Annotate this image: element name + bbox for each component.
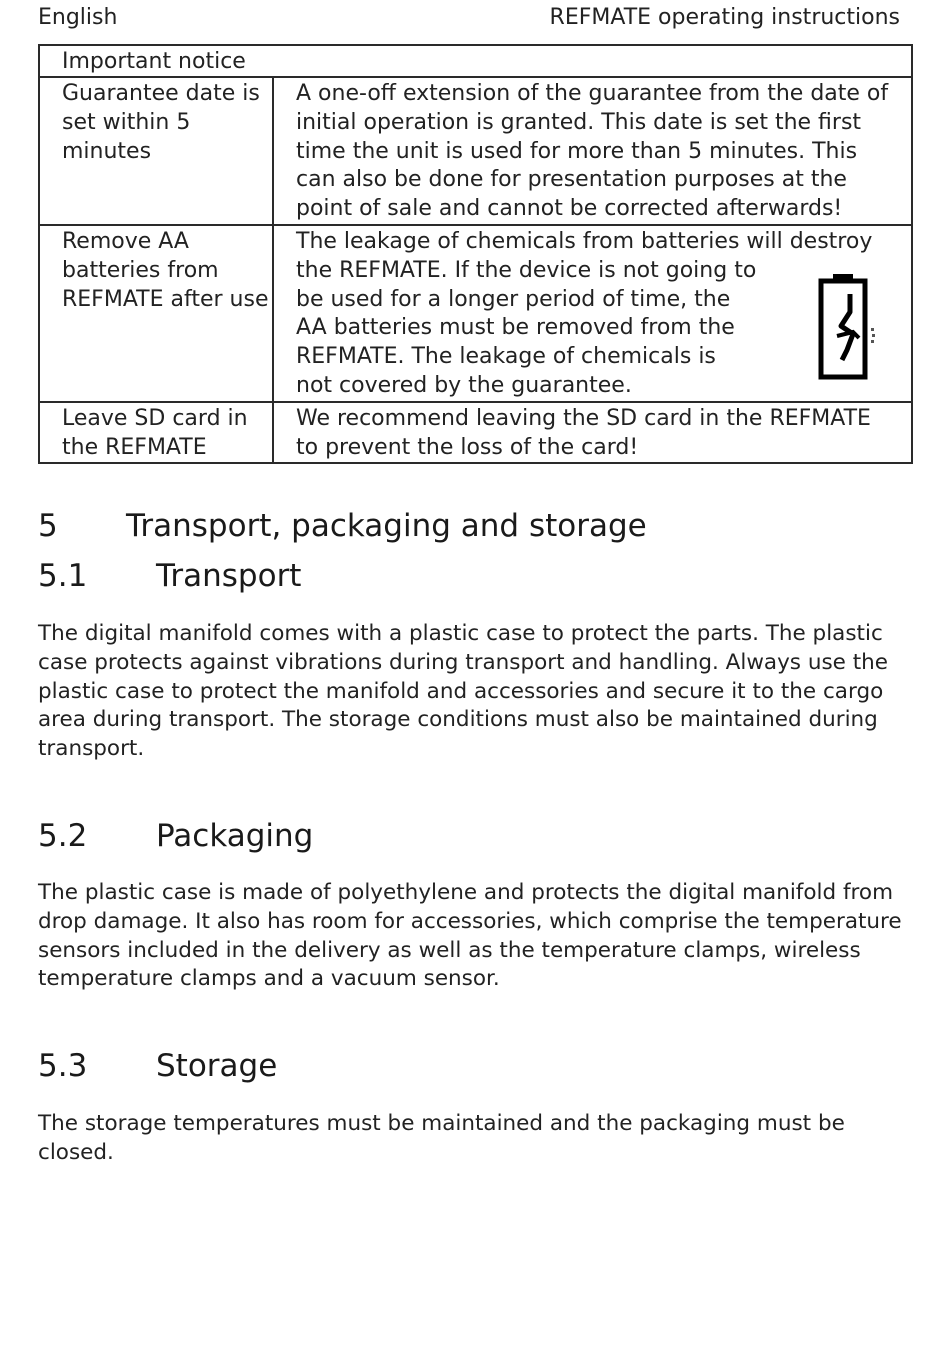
storage-paragraph: The storage temperatures must be maintained and the packaging must be closed. xyxy=(38,1111,845,1165)
table-row xyxy=(39,225,912,402)
text-line: be used for a longer period of time, the xyxy=(296,286,731,312)
language-label: English xyxy=(38,5,118,30)
row-text xyxy=(273,225,912,402)
section-number: 5 xyxy=(38,508,58,544)
table-row xyxy=(39,402,912,464)
document-title: REFMATE operating instructions xyxy=(549,5,900,30)
row-text: A one-off extension of the guarantee from the date of initial operation is granted. This date is set the first time the unit is used for more than 5 minutes. This can also be done for presentation purposes at the point of sale and cannot be corrected afterwards! xyxy=(273,77,912,225)
row-label: Guarantee date is set within 5 minutes xyxy=(39,77,273,225)
section-5-2-heading xyxy=(38,818,313,854)
section-title: Transport, packaging and storage xyxy=(126,508,647,544)
page-header xyxy=(38,4,900,32)
table-row xyxy=(39,77,912,225)
section-title: Packaging xyxy=(156,818,314,854)
section-title: Storage xyxy=(156,1048,278,1084)
text-line: The leakage of chemicals from batteries will destroy xyxy=(296,228,873,254)
important-notice-table xyxy=(38,44,913,464)
row-label: Remove AA batteries from REFMATE after use xyxy=(39,225,273,402)
section-5-heading xyxy=(38,508,647,544)
packaging-paragraph: The plastic case is made of polyethylene and protects the digital manifold from drop damage. It also has room for accessories, which comprise the temperature sensors included in the delivery as well as the temperature clamps, wireless temperature clamps and a vacuum sensor. xyxy=(38,880,902,992)
section-number: 5.1 xyxy=(38,558,88,594)
row-text: We recommend leaving the SD card in the REFMATE to prevent the loss of the card! xyxy=(273,402,912,464)
section-title: Transport xyxy=(156,558,302,594)
row-label: Leave SD card in the REFMATE xyxy=(39,402,273,464)
battery-leak-icon xyxy=(817,272,877,382)
section-number: 5.3 xyxy=(38,1048,88,1084)
section-5-3-heading xyxy=(38,1048,277,1084)
text-line: AA batteries must be removed from the xyxy=(296,315,735,341)
section-5-1-heading xyxy=(38,558,301,594)
text-line: the REFMATE. If the device is not going to xyxy=(296,257,757,283)
transport-paragraph: The digital manifold comes with a plastic case to protect the parts. The plastic case protects against vibrations during transport and handling. Always use the plastic case to protect the manifold and accessories and secure it to the cargo area during transport. The storage conditions must also be maintained during transport. xyxy=(38,621,889,762)
text-line: not covered by the guarantee. xyxy=(296,372,632,398)
notice-table-title: Important notice xyxy=(39,45,912,77)
section-number: 5.2 xyxy=(38,818,88,854)
text-line: REFMATE. The leakage of chemicals is xyxy=(296,344,716,370)
